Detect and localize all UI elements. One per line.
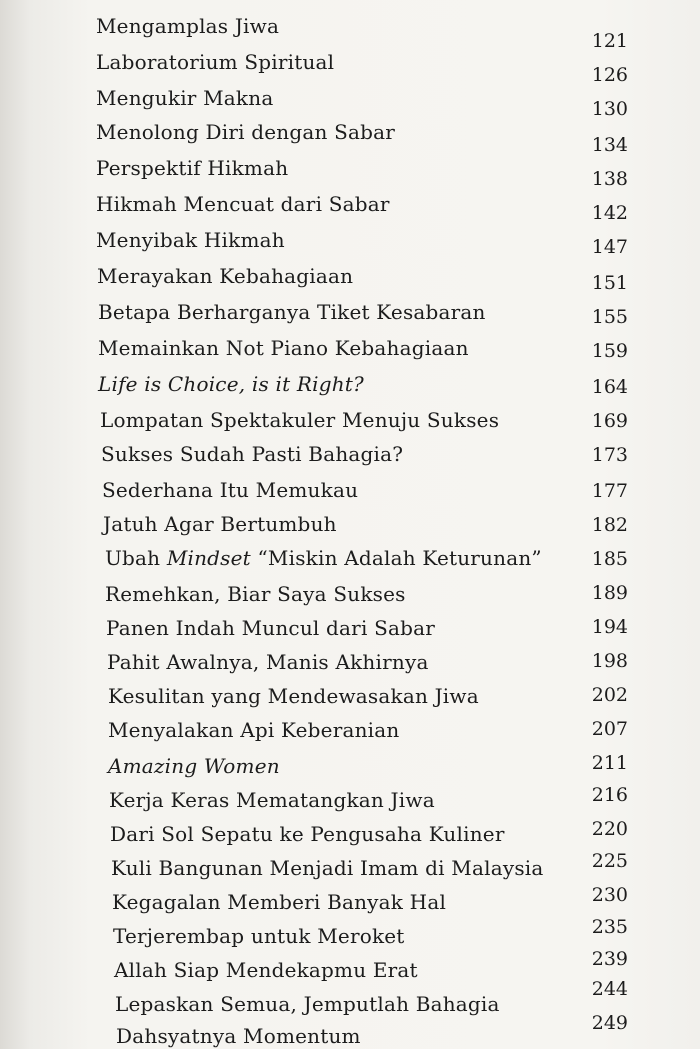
toc-entry-page-number: 134 <box>591 134 628 156</box>
toc-entry-title: Kuli Bangunan Menjadi Imam di Malaysia <box>111 856 544 880</box>
toc-entry-page-number: 121 <box>591 30 628 52</box>
toc-entry-title: Lepaskan Semua, Jemputlah Bahagia <box>115 992 500 1016</box>
toc-entry-page-number: 211 <box>591 752 628 774</box>
toc-entry-title: Terjerembap untuk Meroket <box>113 924 405 948</box>
toc-entry-title: Laboratorium Spiritual <box>96 50 335 74</box>
toc-entry-title-part: “Miskin Adalah Keturunan” <box>250 546 542 570</box>
toc-entry-title: Lompatan Spektakuler Menuju Sukses <box>100 408 500 432</box>
toc-entry-title: Menolong Diri dengan Sabar <box>96 120 396 144</box>
toc-entry-title-part: Ubah <box>105 546 167 570</box>
toc-entry-title: Life is Choice, is it Right? <box>98 372 364 396</box>
toc-entry-title: Pahit Awalnya, Manis Akhirnya <box>107 650 429 674</box>
toc-entry-title: Amazing Women <box>108 754 280 778</box>
toc-entry-title: Remehkan, Biar Saya Sukses <box>105 582 406 606</box>
toc-entry-title: Memainkan Not Piano Kebahagiaan <box>98 336 469 360</box>
toc-entry-title: Dari Sol Sepatu ke Pengusaha Kuliner <box>110 822 505 846</box>
toc-entry-title: Betapa Berharganya Tiket Kesabaran <box>98 300 486 324</box>
toc-entry-title: Mengamplas Jiwa <box>96 14 280 38</box>
toc-entry-page-number: 130 <box>591 98 628 120</box>
toc-entry-page-number: 202 <box>591 684 628 706</box>
toc-entry-page-number: 155 <box>591 306 628 328</box>
toc-entry-page-number: 220 <box>591 818 628 840</box>
toc-entry-page-number: 230 <box>591 884 628 906</box>
toc-entry-page-number: 182 <box>591 514 628 536</box>
toc-entry-page-number: 207 <box>591 718 628 740</box>
toc-entry-page-number: 225 <box>591 850 628 872</box>
toc-entry-page-number: 164 <box>591 376 628 398</box>
toc-entry-page-number: 177 <box>591 480 628 502</box>
toc-entry-page-number: 173 <box>591 444 628 466</box>
toc-entry-title: Sukses Sudah Pasti Bahagia? <box>101 442 404 466</box>
toc-entry-page-number: 198 <box>591 650 628 672</box>
toc-entry-page-number: 249 <box>591 1012 628 1034</box>
toc-entry-title: Dahsyatnya Momentum <box>116 1024 361 1048</box>
toc-entry-title: Sederhana Itu Memukau <box>102 478 359 502</box>
toc-entry-page-number: 239 <box>591 948 628 970</box>
toc-entry-title: Kegagalan Memberi Banyak Hal <box>112 890 447 914</box>
toc-entry-title: Merayakan Kebahagiaan <box>97 264 354 288</box>
toc-entry-page-number: 235 <box>591 916 628 938</box>
toc-entry-title: Allah Siap Mendekapmu Erat <box>114 958 418 982</box>
toc-entry-page-number: 151 <box>591 272 628 294</box>
toc-entry-title: Kerja Keras Mematangkan Jiwa <box>109 788 435 812</box>
toc-entry-page-number: 189 <box>591 582 628 604</box>
toc-entry-title: Menyibak Hikmah <box>96 228 285 252</box>
toc-entry-title: Menyalakan Api Keberanian <box>108 718 400 742</box>
toc-entry-page-number: 138 <box>591 168 628 190</box>
toc-entry-page-number: 244 <box>591 978 628 1000</box>
toc-entry-title: Panen Indah Muncul dari Sabar <box>106 616 436 640</box>
toc-entry-page-number: 169 <box>591 410 628 432</box>
toc-entry-page-number: 216 <box>591 784 628 806</box>
toc-entry-title: Mengukir Makna <box>96 86 274 110</box>
toc-entry-page-number: 126 <box>591 64 628 86</box>
toc-entry-title: Jatuh Agar Bertumbuh <box>103 512 337 536</box>
toc-entry-title: Kesulitan yang Mendewasakan Jiwa <box>108 684 479 708</box>
toc-entry-page-number: 185 <box>591 548 628 570</box>
toc-entry-title: Hikmah Mencuat dari Sabar <box>96 192 390 216</box>
toc-entry-title: Perspektif Hikmah <box>96 156 289 180</box>
toc-entry-page-number: 142 <box>591 202 628 224</box>
toc-entry-title-italic: Mindset <box>166 546 251 570</box>
toc-entry-page-number: 194 <box>591 616 628 638</box>
toc-entry-page-number: 159 <box>591 340 628 362</box>
toc-entry-page-number: 147 <box>591 236 628 258</box>
toc-entry-title <box>105 546 542 570</box>
